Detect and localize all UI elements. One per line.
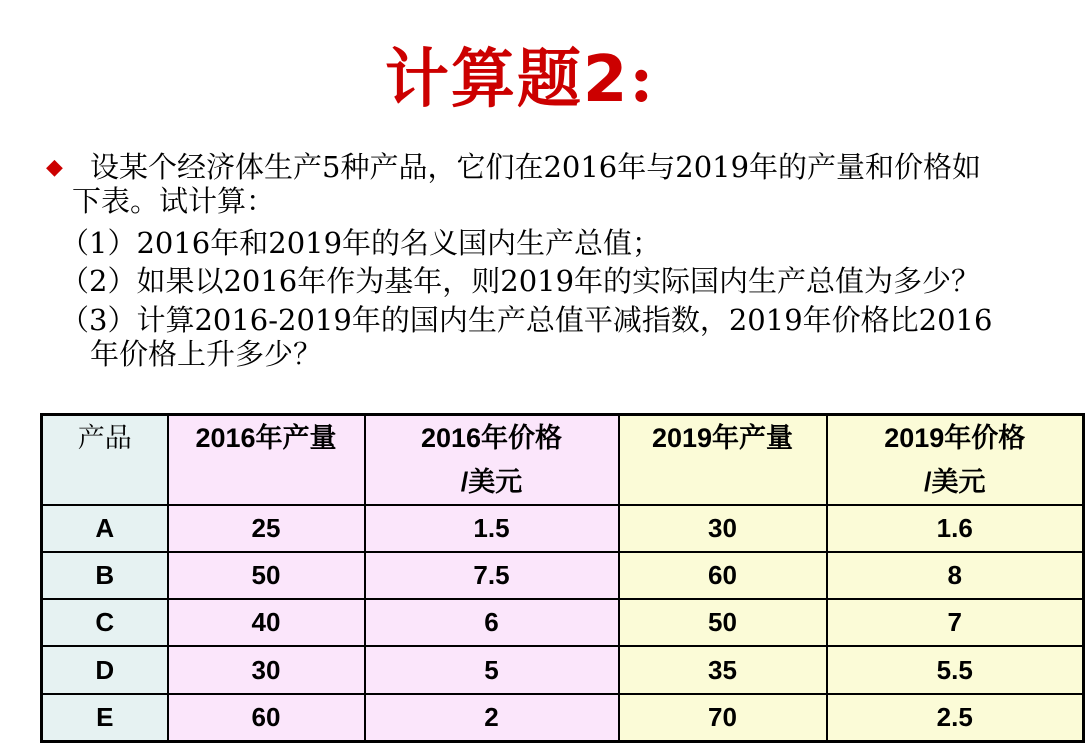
intro-line-1: 设某个经济体生产5种产品，它们在2016年与2019年的产量和价格如 xyxy=(90,150,982,184)
cell-2016-quantity: 25 xyxy=(168,505,365,552)
header-2016-price-line2: /美元 xyxy=(460,467,523,497)
cell-2016-price: 2 xyxy=(365,694,619,742)
cell-product: C xyxy=(42,599,168,646)
cell-2019-price: 2.5 xyxy=(827,694,1084,742)
header-2016-quantity: 2016年产量 xyxy=(168,415,365,506)
title-number: 2 xyxy=(582,43,630,117)
cell-2016-quantity: 60 xyxy=(168,694,365,742)
title-colon: : xyxy=(629,42,656,117)
cell-2016-price: 1.5 xyxy=(365,505,619,552)
cell-product: A xyxy=(42,505,168,552)
cell-2019-price: 5.5 xyxy=(827,646,1084,693)
cell-2016-price: 6 xyxy=(365,599,619,646)
cell-2019-quantity: 70 xyxy=(619,694,827,742)
cell-2019-quantity: 50 xyxy=(619,599,827,646)
table-row xyxy=(42,694,1084,742)
cell-2019-price: 1.6 xyxy=(827,505,1084,552)
question-1: （1）2016年和2019年的名义国内生产总值； xyxy=(60,226,662,260)
cell-2019-price: 8 xyxy=(827,552,1084,599)
question-3-line-2: 年价格上升多少？ xyxy=(90,337,323,371)
table-header-row xyxy=(42,415,1084,506)
data-table xyxy=(40,413,1085,743)
table-row xyxy=(42,599,1084,646)
question-2: （2）如果以2016年作为基年，则2019年的实际国内生产总值为多少？ xyxy=(60,264,981,298)
header-2019-price-line2: /美元 xyxy=(923,467,986,497)
cell-2016-quantity: 30 xyxy=(168,646,365,693)
header-2016-price xyxy=(365,415,619,506)
table-row xyxy=(42,505,1084,552)
diamond-bullet-icon: ◆ xyxy=(46,155,63,180)
table-row xyxy=(42,646,1084,693)
table-row xyxy=(42,552,1084,599)
cell-2016-quantity: 50 xyxy=(168,552,365,599)
cell-2016-quantity: 40 xyxy=(168,599,365,646)
cell-2019-price: 7 xyxy=(827,599,1084,646)
header-2016-price-line1: 2016年价格 xyxy=(420,423,563,453)
cell-2019-quantity: 35 xyxy=(619,646,827,693)
cell-2016-price: 5 xyxy=(365,646,619,693)
cell-2019-quantity: 30 xyxy=(619,505,827,552)
header-product: 产品 xyxy=(42,415,168,506)
intro-line-2: 下表。试计算： xyxy=(72,184,276,218)
header-2019-price-line1: 2019年价格 xyxy=(884,423,1026,453)
cell-product: E xyxy=(42,694,168,742)
slide-title xyxy=(0,28,1040,120)
title-text: 计算题 xyxy=(384,42,583,117)
cell-2016-price: 7.5 xyxy=(365,552,619,599)
question-3-line-1: （3）计算2016-2019年的国内生产总值平减指数，2019年价格比2016 xyxy=(60,303,993,337)
cell-2019-quantity: 60 xyxy=(619,552,827,599)
cell-product: B xyxy=(42,552,168,599)
header-2019-price xyxy=(827,415,1084,506)
cell-product: D xyxy=(42,646,168,693)
header-2019-quantity: 2019年产量 xyxy=(619,415,827,506)
